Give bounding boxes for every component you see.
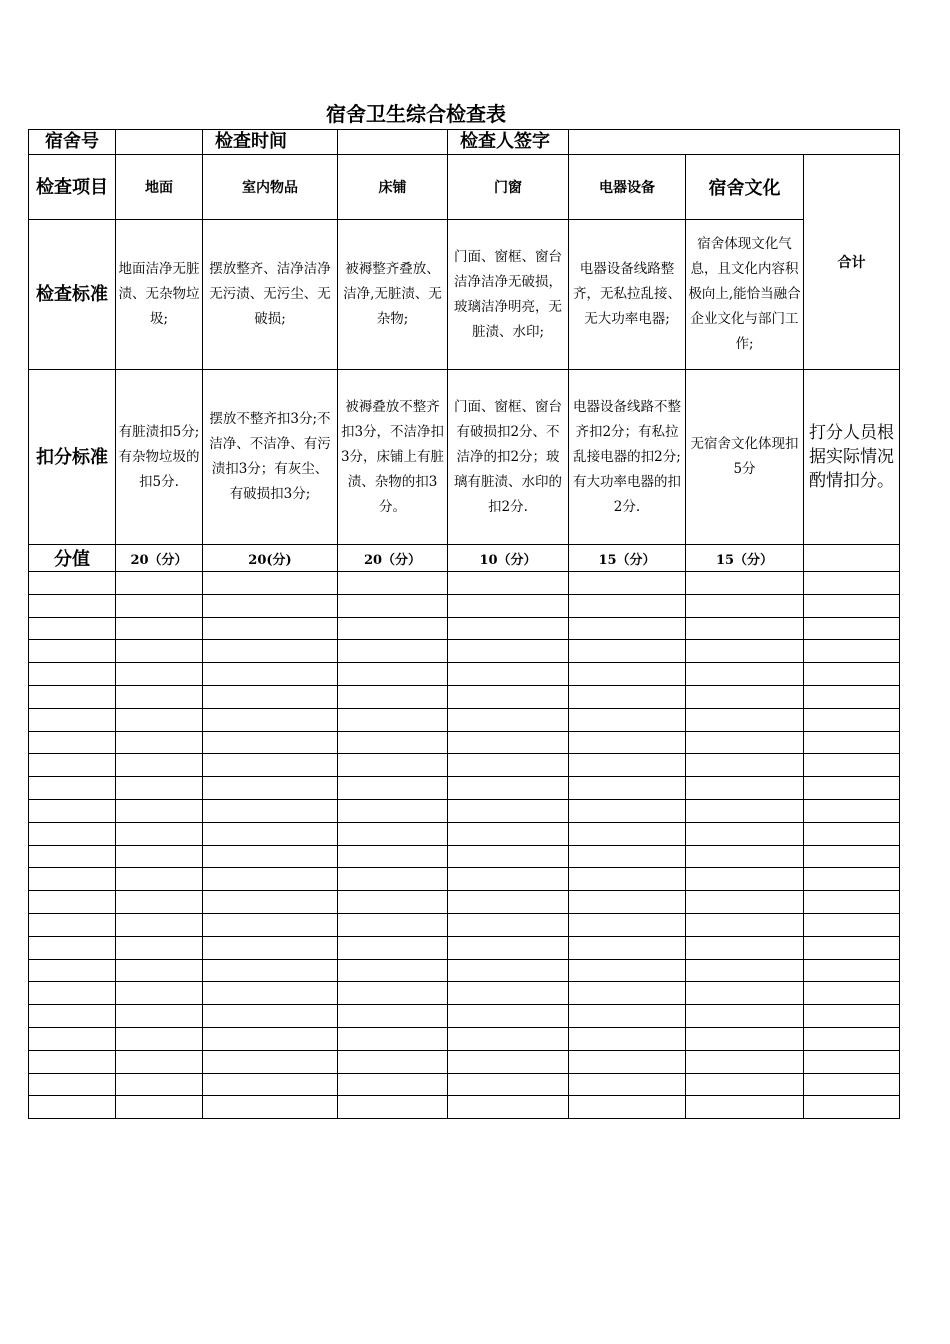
deduction-label: 扣分标准 [29, 370, 116, 545]
entry-cell[interactable] [448, 1073, 569, 1096]
entry-cell[interactable] [116, 799, 203, 822]
entry-cell[interactable] [569, 594, 686, 617]
entry-cell[interactable] [686, 1027, 804, 1050]
entry-cell[interactable] [29, 572, 116, 595]
entry-cell[interactable] [686, 731, 804, 754]
table-row [29, 663, 900, 686]
entry-cell[interactable] [29, 1073, 116, 1096]
deduction-floor: 有脏渍扣5分;有杂物垃圾的扣5分. [116, 370, 203, 545]
entry-cell[interactable] [686, 663, 804, 686]
entry-cell[interactable] [448, 617, 569, 640]
entry-cell[interactable] [116, 891, 203, 914]
entry-cell[interactable] [804, 754, 900, 777]
standard-electrical: 电器设备线路整齐，无私拉乱接、无大功率电器; [569, 220, 686, 370]
entry-cell[interactable] [569, 1073, 686, 1096]
entry-cell[interactable] [686, 845, 804, 868]
table-row [29, 959, 900, 982]
entry-cell[interactable] [29, 845, 116, 868]
entry-cell[interactable] [686, 982, 804, 1005]
score-doors-windows: 10（分） [448, 545, 569, 572]
entry-cell[interactable] [686, 1005, 804, 1028]
entry-cell[interactable] [203, 1073, 338, 1096]
entry-cell[interactable] [569, 799, 686, 822]
score-dorm-culture: 15（分） [686, 545, 804, 572]
entry-cell[interactable] [804, 1096, 900, 1119]
entry-cell[interactable] [116, 708, 203, 731]
table-row [29, 617, 900, 640]
standard-indoor-items: 摆放整齐、洁净洁净无污渍、无污尘、无破损; [203, 220, 338, 370]
check-time-label: 检查时间 [203, 130, 338, 155]
entry-cell[interactable] [569, 982, 686, 1005]
entry-cell[interactable] [569, 1050, 686, 1073]
entry-cell[interactable] [448, 594, 569, 617]
entry-cell[interactable] [203, 891, 338, 914]
entry-cell[interactable] [338, 1073, 448, 1096]
entry-cell[interactable] [686, 1096, 804, 1119]
entry-cell[interactable] [686, 1073, 804, 1096]
table-row [29, 1050, 900, 1073]
entry-cell[interactable] [448, 572, 569, 595]
entry-cell[interactable] [203, 708, 338, 731]
table-row [29, 1096, 900, 1119]
entry-cell[interactable] [686, 594, 804, 617]
entry-cell[interactable] [804, 822, 900, 845]
entry-cell[interactable] [29, 959, 116, 982]
column-header-dorm-culture: 宿舍文化 [686, 155, 804, 220]
entry-cell[interactable] [203, 572, 338, 595]
entry-cell[interactable] [569, 617, 686, 640]
entry-cell[interactable] [203, 936, 338, 959]
entry-cell[interactable] [116, 1050, 203, 1073]
entry-cell[interactable] [569, 822, 686, 845]
score-total[interactable] [804, 545, 900, 572]
entry-cell[interactable] [804, 891, 900, 914]
check-time-field[interactable] [338, 130, 448, 155]
entry-cell[interactable] [29, 799, 116, 822]
entry-cell[interactable] [804, 799, 900, 822]
items-row [29, 155, 900, 220]
entry-cell[interactable] [686, 685, 804, 708]
entry-cell[interactable] [804, 982, 900, 1005]
entry-cell[interactable] [203, 594, 338, 617]
entry-cell[interactable] [338, 1005, 448, 1028]
entry-cell[interactable] [29, 708, 116, 731]
entry-cell[interactable] [116, 572, 203, 595]
entry-cell[interactable] [203, 1050, 338, 1073]
table-row [29, 799, 900, 822]
entry-cell[interactable] [116, 1027, 203, 1050]
entry-cell[interactable] [448, 845, 569, 868]
entry-cell[interactable] [116, 594, 203, 617]
entry-cell[interactable] [448, 1027, 569, 1050]
entry-cell[interactable] [448, 777, 569, 800]
inspector-signature-field[interactable] [569, 130, 900, 155]
table-row [29, 868, 900, 891]
column-header-bed: 床铺 [338, 155, 448, 220]
entry-cell[interactable] [203, 845, 338, 868]
entry-cell[interactable] [448, 1050, 569, 1073]
entry-cell[interactable] [804, 959, 900, 982]
entry-cell[interactable] [338, 685, 448, 708]
entry-cell[interactable] [116, 617, 203, 640]
entry-cell[interactable] [338, 1096, 448, 1119]
entry-cell[interactable] [686, 640, 804, 663]
entry-cell[interactable] [116, 731, 203, 754]
entry-cell[interactable] [804, 708, 900, 731]
entry-cell[interactable] [29, 868, 116, 891]
table-row [29, 777, 900, 800]
entry-cell[interactable] [686, 799, 804, 822]
entry-cell[interactable] [804, 868, 900, 891]
entry-cell[interactable] [569, 936, 686, 959]
entry-cell[interactable] [448, 754, 569, 777]
entry-cell[interactable] [116, 663, 203, 686]
entry-cell[interactable] [448, 640, 569, 663]
entry-cell[interactable] [29, 617, 116, 640]
entry-cell[interactable] [29, 663, 116, 686]
entry-cell[interactable] [116, 845, 203, 868]
entry-cell[interactable] [448, 799, 569, 822]
standard-doors-windows: 门面、窗框、窗台洁净洁净无破损，玻璃洁净明亮，无脏渍、水印; [448, 220, 569, 370]
entry-cell[interactable] [804, 1027, 900, 1050]
entry-cell[interactable] [804, 640, 900, 663]
entry-cell[interactable] [29, 982, 116, 1005]
entry-cell[interactable] [448, 868, 569, 891]
entry-cell[interactable] [338, 572, 448, 595]
score-row [29, 545, 900, 572]
entry-cell[interactable] [686, 891, 804, 914]
entry-cell[interactable] [804, 731, 900, 754]
entry-cell[interactable] [804, 1073, 900, 1096]
entry-cell[interactable] [804, 663, 900, 686]
entry-cell[interactable] [804, 617, 900, 640]
table-row [29, 731, 900, 754]
entry-cell[interactable] [338, 868, 448, 891]
entry-cell[interactable] [338, 640, 448, 663]
entry-cell[interactable] [29, 1050, 116, 1073]
entry-cell[interactable] [116, 777, 203, 800]
entry-cell[interactable] [686, 1050, 804, 1073]
entry-cell[interactable] [569, 1096, 686, 1119]
entry-cell[interactable] [686, 617, 804, 640]
entry-cell[interactable] [686, 572, 804, 595]
score-bed: 20（分） [338, 545, 448, 572]
entry-cell[interactable] [448, 936, 569, 959]
entry-cell[interactable] [116, 822, 203, 845]
entry-cell[interactable] [116, 982, 203, 1005]
entry-cell[interactable] [338, 1027, 448, 1050]
entry-cell[interactable] [338, 617, 448, 640]
standard-dorm-culture: 宿舍体现文化气息，且文化内容积极向上,能恰当融合企业文化与部门工作; [686, 220, 804, 370]
entry-cell[interactable] [448, 891, 569, 914]
entry-cell[interactable] [804, 1050, 900, 1073]
table-row [29, 640, 900, 663]
entry-cell[interactable] [686, 822, 804, 845]
entry-cell[interactable] [203, 1027, 338, 1050]
table-row [29, 891, 900, 914]
entry-cell[interactable] [686, 959, 804, 982]
entry-cell[interactable] [203, 982, 338, 1005]
entry-cell[interactable] [116, 1005, 203, 1028]
entry-cell[interactable] [203, 1005, 338, 1028]
entry-cell[interactable] [686, 777, 804, 800]
table-row [29, 1005, 900, 1028]
entry-cell[interactable] [338, 845, 448, 868]
entry-cell[interactable] [116, 640, 203, 663]
entry-cell[interactable] [116, 754, 203, 777]
entry-cell[interactable] [686, 936, 804, 959]
standard-floor: 地面洁净无脏渍、无杂物垃圾; [116, 220, 203, 370]
column-header-electrical: 电器设备 [569, 155, 686, 220]
entry-cell[interactable] [203, 663, 338, 686]
table-row [29, 754, 900, 777]
entry-cell[interactable] [448, 913, 569, 936]
entry-cell[interactable] [29, 936, 116, 959]
entry-cell[interactable] [203, 1096, 338, 1119]
entry-cell[interactable] [116, 913, 203, 936]
table-row [29, 594, 900, 617]
entry-cell[interactable] [338, 663, 448, 686]
entry-cell[interactable] [804, 845, 900, 868]
standard-bed: 被褥整齐叠放、洁净,无脏渍、无杂物; [338, 220, 448, 370]
score-electrical: 15（分） [569, 545, 686, 572]
entry-cell[interactable] [29, 754, 116, 777]
entry-cell[interactable] [29, 685, 116, 708]
column-header-doors-windows: 门窗 [448, 155, 569, 220]
entry-cell[interactable] [686, 913, 804, 936]
standard-label: 检查标准 [29, 220, 116, 370]
entry-cell[interactable] [448, 685, 569, 708]
deduction-bed: 被褥叠放不整齐扣3分，不洁净扣3分，床铺上有脏渍、杂物的扣3分。 [338, 370, 448, 545]
entry-cell[interactable] [29, 731, 116, 754]
entry-cell[interactable] [804, 777, 900, 800]
table-row [29, 1073, 900, 1096]
entry-cell[interactable] [686, 868, 804, 891]
scorer-note: 打分人员根据实际情况酌情扣分。 [804, 370, 900, 545]
entry-cell[interactable] [203, 799, 338, 822]
entry-cell[interactable] [338, 959, 448, 982]
entry-cell[interactable] [448, 731, 569, 754]
inspector-label: 检查人签字 [448, 130, 569, 155]
entry-cell[interactable] [29, 891, 116, 914]
entry-cell[interactable] [29, 1096, 116, 1119]
entry-cell[interactable] [338, 913, 448, 936]
entry-cell[interactable] [569, 1027, 686, 1050]
entry-cell[interactable] [569, 640, 686, 663]
entry-cell[interactable] [804, 1005, 900, 1028]
score-label: 分值 [29, 545, 116, 572]
entry-cell[interactable] [569, 731, 686, 754]
page-title: 宿舍卫生综合检查表 [326, 102, 506, 126]
table-row [29, 982, 900, 1005]
entry-cell[interactable] [804, 685, 900, 708]
deduction-doors-windows: 门面、窗框、窗台有破损扣2分、不洁净的扣2分；玻璃有脏渍、水印的扣2分. [448, 370, 569, 545]
entry-cell[interactable] [203, 777, 338, 800]
entry-cell[interactable] [29, 777, 116, 800]
deduction-dorm-culture: 无宿舍文化体现扣5分 [686, 370, 804, 545]
entry-cell[interactable] [804, 572, 900, 595]
table-row [29, 913, 900, 936]
entry-cell[interactable] [29, 640, 116, 663]
entry-cell[interactable] [203, 959, 338, 982]
entry-cell[interactable] [203, 822, 338, 845]
entry-cell[interactable] [338, 822, 448, 845]
score-indoor-items: 20(分) [203, 545, 338, 572]
standard-row [29, 220, 900, 370]
entry-cell[interactable] [448, 708, 569, 731]
entry-cell[interactable] [448, 1096, 569, 1119]
items-label: 检查项目 [29, 155, 116, 220]
entry-cell[interactable] [804, 913, 900, 936]
entry-cell[interactable] [203, 640, 338, 663]
entry-cell[interactable] [448, 663, 569, 686]
entry-cell[interactable] [569, 891, 686, 914]
inspection-table [28, 129, 900, 1119]
table-row [29, 685, 900, 708]
entry-cell[interactable] [338, 982, 448, 1005]
entry-cell[interactable] [203, 685, 338, 708]
entry-cell[interactable] [569, 685, 686, 708]
entry-cell[interactable] [116, 1096, 203, 1119]
dorm-no-label: 宿舍号 [29, 130, 116, 155]
total-label: 合计 [804, 155, 900, 370]
entry-cell[interactable] [203, 617, 338, 640]
dorm-no-field[interactable] [116, 130, 203, 155]
entry-cell[interactable] [804, 936, 900, 959]
entry-cell[interactable] [29, 594, 116, 617]
entry-cell[interactable] [569, 868, 686, 891]
entry-cell[interactable] [569, 959, 686, 982]
table-row [29, 1027, 900, 1050]
deduction-electrical: 电器设备线路不整齐扣2分；有私拉乱接电器的扣2分;有大功率电器的扣2分. [569, 370, 686, 545]
deduction-row [29, 370, 900, 545]
entry-cell[interactable] [338, 708, 448, 731]
score-floor: 20（分） [116, 545, 203, 572]
entry-cell[interactable] [29, 1005, 116, 1028]
entry-cell[interactable] [686, 708, 804, 731]
entry-cell[interactable] [338, 1050, 448, 1073]
entry-cell[interactable] [569, 708, 686, 731]
entry-cell[interactable] [569, 777, 686, 800]
entry-cell[interactable] [569, 1005, 686, 1028]
entry-cell[interactable] [203, 731, 338, 754]
entry-cell[interactable] [569, 754, 686, 777]
entry-cell[interactable] [338, 936, 448, 959]
entry-cell[interactable] [203, 754, 338, 777]
entry-cell[interactable] [29, 822, 116, 845]
column-header-floor: 地面 [116, 155, 203, 220]
entry-cell[interactable] [29, 913, 116, 936]
entry-cell[interactable] [338, 777, 448, 800]
entry-cell[interactable] [116, 959, 203, 982]
entry-cell[interactable] [338, 891, 448, 914]
entry-cell[interactable] [338, 799, 448, 822]
entry-cell[interactable] [569, 913, 686, 936]
entry-cell[interactable] [203, 868, 338, 891]
table-row [29, 936, 900, 959]
entry-cell[interactable] [116, 868, 203, 891]
entry-cell[interactable] [116, 936, 203, 959]
table-row [29, 708, 900, 731]
entry-cell[interactable] [686, 754, 804, 777]
entry-cell[interactable] [116, 685, 203, 708]
entry-cell[interactable] [569, 663, 686, 686]
entry-cell[interactable] [338, 731, 448, 754]
entry-cell[interactable] [804, 594, 900, 617]
deduction-indoor-items: 摆放不整齐扣3分;不洁净、不洁净、有污渍扣3分；有灰尘、有破损扣3分; [203, 370, 338, 545]
entry-cell[interactable] [448, 982, 569, 1005]
header-row [29, 130, 900, 155]
table-row [29, 822, 900, 845]
entry-cell[interactable] [203, 913, 338, 936]
entry-cell[interactable] [448, 959, 569, 982]
entry-cell[interactable] [116, 1073, 203, 1096]
entry-cell[interactable] [338, 754, 448, 777]
table-row [29, 572, 900, 595]
entry-cell[interactable] [569, 572, 686, 595]
entry-cell[interactable] [338, 594, 448, 617]
entry-cell[interactable] [29, 1027, 116, 1050]
column-header-indoor-items: 室内物品 [203, 155, 338, 220]
table-row [29, 845, 900, 868]
entry-cell[interactable] [448, 822, 569, 845]
entry-cell[interactable] [569, 845, 686, 868]
entry-cell[interactable] [448, 1005, 569, 1028]
